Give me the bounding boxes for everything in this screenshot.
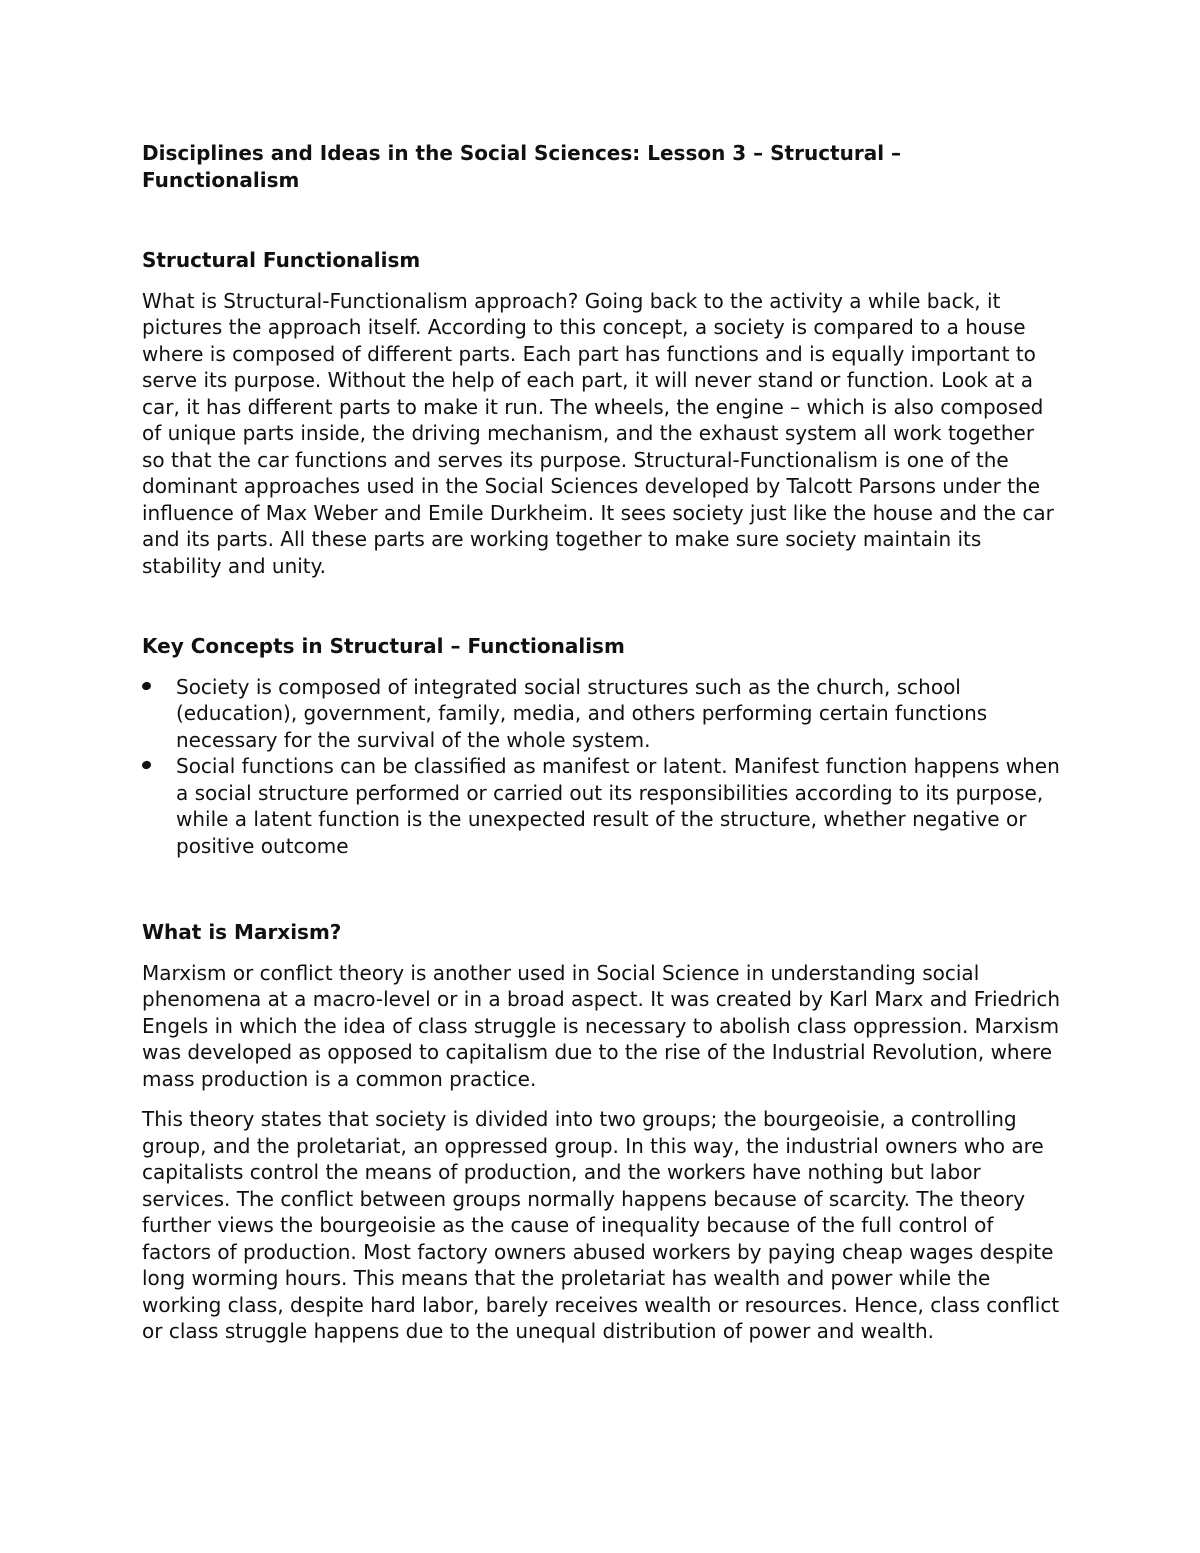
key-concepts-list [142, 674, 1062, 860]
heading-key-concepts: Key Concepts in Structural – Functionalism [142, 634, 625, 658]
paragraph-marxism-1: Marxism or conflict theory is another used in Social Science in understanding social phenomena at a macro-level or in a broad aspect. It was created by Karl Marx and Friedrich Engels in which the idea of class struggle is necessary to abolish class oppression. Marxism was developed as opposed to capitalism due to the rise of the Industrial Revolution, where mass production is a common practice. [142, 960, 1060, 1091]
bullet-text: Society is composed of integrated social structures such as the church, school (education), government, family, media, and others performing certain functions necessary for the survival of the whole system. [176, 674, 988, 752]
document-page [142, 140, 1062, 1345]
bullet-icon [141, 760, 152, 771]
paragraph-structural-functionalism: What is Structural-Functionalism approach? Going back to the activity a while back, it pictures the approach itself. According to this concept, a society is compared to a house where is composed of different parts. Each part has functions and is equally important to serve its purpose. Without the help of each part, it will never stand or function. Look at a car, it has different parts to make it run. The wheels, the engine – which is also composed of unique parts inside, the driving mechanism, and the exhaust system all work together so that the car functions and serves its purpose. Structural-Functionalism is one of the dominant approaches used in the Social Sciences developed by Talcott Parsons under the influence of Max Weber and Emile Durkheim. It sees society just like the house and the car and its parts. All these parts are working together to make sure society maintain its stability and unity. [142, 288, 1054, 578]
heading-structural-functionalism: Structural Functionalism [142, 248, 421, 272]
paragraph-marxism-2: This theory states that society is divided into two groups; the bourgeoisie, a controlling group, and the proletariat, an oppressed group. In this way, the industrial owners who are capitalists control the means of production, and the workers have nothing but labor services. The conflict between groups normally happens because of scarcity. The theory further views the bourgeoisie as the cause of inequality because of the full control of factors of production. Most factory owners abused workers by paying cheap wages despite long worming hours. This means that the proletariat has wealth and power while the working class, despite hard labor, barely receives wealth or resources. Hence, class conflict or class struggle happens due to the unequal distribution of power and wealth. [142, 1107, 1060, 1343]
bullet-text: Social functions can be classified as manifest or latent. Manifest function happens when a social structure performed or carried out its responsibilities according to its purpose, while a latent function is the unexpected result of the structure, whether negative or positive outcome [176, 754, 1060, 858]
heading-marxism: What is Marxism? [142, 920, 342, 944]
document-title: Disciplines and Ideas in the Social Sciences: Lesson 3 – Structural – Functionalism [142, 141, 902, 192]
list-item [142, 674, 1062, 754]
bullet-icon [141, 680, 152, 691]
list-item [142, 753, 1062, 859]
